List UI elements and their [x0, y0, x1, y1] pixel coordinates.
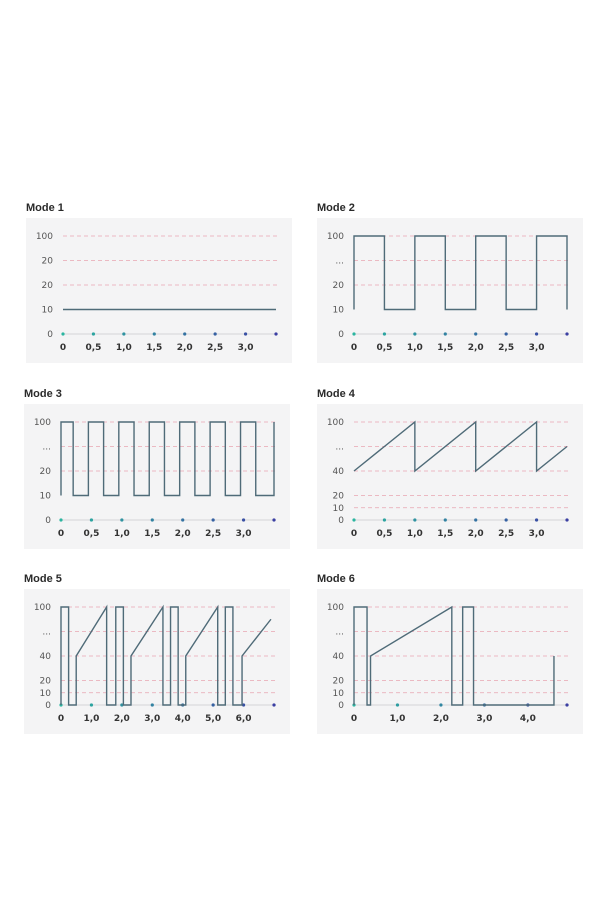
y-tick-label: 0	[45, 701, 51, 711]
series-line	[61, 422, 274, 496]
x-tick-label: 2,5	[498, 529, 515, 539]
x-tick-label: 3,0	[476, 714, 493, 724]
axis-dot	[352, 332, 355, 335]
axis-dot	[505, 332, 508, 335]
x-tick-label: 1,0	[406, 529, 423, 539]
x-tick-label: 0	[57, 529, 65, 539]
y-tick-label: 10	[332, 305, 344, 316]
y-tick-label: 100	[326, 418, 344, 428]
x-tick-label: 2,0	[174, 529, 191, 539]
x-tick-label: 5,0	[205, 714, 222, 724]
y-tick-label: 10	[41, 305, 53, 316]
axis-dot	[565, 332, 568, 335]
x-tick-label: 0,5	[85, 343, 102, 353]
axis-dot	[413, 332, 416, 335]
line-chart	[24, 589, 290, 734]
x-tick-label: 1,5	[437, 529, 454, 539]
axis-dot	[396, 703, 399, 706]
axis-dot	[565, 703, 568, 706]
chart-title: Mode 2	[317, 202, 355, 214]
axis-dot	[444, 518, 447, 521]
y-tick-label: 0	[338, 516, 344, 526]
y-tick-label: ...	[335, 442, 344, 453]
chart-title: Mode 6	[317, 573, 355, 585]
y-tick-label: 10	[332, 503, 344, 514]
axis-dot	[535, 332, 538, 335]
x-tick-label: 1,5	[437, 343, 454, 353]
axis-dot	[244, 332, 247, 335]
axis-dot	[272, 518, 275, 521]
y-tick-label: 20	[332, 281, 344, 291]
y-tick-label: ...	[335, 627, 344, 638]
y-tick-label: 10	[39, 688, 51, 699]
y-tick-label: ...	[335, 256, 344, 267]
axis-dot	[59, 518, 62, 521]
x-tick-label: 3,0	[528, 529, 545, 539]
y-tick-label: 10	[39, 491, 51, 502]
line-chart	[26, 218, 292, 363]
axis-dot	[153, 332, 156, 335]
axis-dot	[505, 518, 508, 521]
y-tick-label: 20	[39, 467, 51, 477]
axis-dot	[90, 518, 93, 521]
chart-title: Mode 4	[317, 388, 355, 400]
axis-dot	[122, 332, 125, 335]
x-tick-label: 3,0	[144, 714, 161, 724]
y-tick-label: 20	[332, 491, 344, 502]
axis-dot	[272, 703, 275, 706]
y-tick-label: 100	[326, 603, 344, 613]
x-tick-label: 1,0	[83, 714, 100, 724]
y-tick-label: 20	[332, 676, 344, 687]
axis-dot	[535, 518, 538, 521]
y-tick-label: 100	[326, 232, 344, 242]
axis-dot	[61, 332, 64, 335]
y-tick-label: 20	[39, 676, 51, 687]
x-tick-label: 0,5	[83, 529, 100, 539]
x-tick-label: 0	[57, 714, 65, 724]
x-tick-label: 0	[59, 343, 67, 353]
x-tick-label: 1,0	[389, 714, 406, 724]
line-chart	[317, 404, 583, 549]
axis-dot	[444, 332, 447, 335]
y-tick-label: 100	[35, 232, 53, 242]
y-tick-label: 20	[41, 256, 53, 267]
chart-title: Mode 1	[26, 202, 64, 214]
axis-dot	[181, 518, 184, 521]
y-tick-label: ...	[42, 627, 51, 638]
axis-dot	[413, 518, 416, 521]
axis-dot	[242, 518, 245, 521]
axis-dot	[274, 332, 277, 335]
x-tick-label: 2,5	[207, 343, 224, 353]
axis-dot	[183, 332, 186, 335]
y-tick-label: 40	[332, 652, 344, 662]
axis-dot	[151, 703, 154, 706]
x-tick-label: 2,0	[113, 714, 130, 724]
x-tick-label: 1,5	[144, 529, 161, 539]
line-chart	[317, 589, 583, 734]
series-line	[354, 236, 567, 310]
x-tick-label: 3,0	[528, 343, 545, 353]
x-tick-label: 1,0	[113, 529, 130, 539]
y-tick-label: 0	[338, 701, 344, 711]
chart-title: Mode 3	[24, 388, 62, 400]
y-tick-label: 0	[45, 516, 51, 526]
axis-dot	[474, 332, 477, 335]
axis-dot	[212, 518, 215, 521]
axis-dot	[383, 332, 386, 335]
x-tick-label: 3,0	[237, 343, 254, 353]
y-tick-label: ...	[42, 442, 51, 453]
y-tick-label: 100	[33, 603, 51, 613]
axis-dot	[214, 332, 217, 335]
x-tick-label: 1,0	[115, 343, 132, 353]
x-tick-label: 4,0	[519, 714, 536, 724]
axis-dot	[474, 518, 477, 521]
axis-dot	[212, 703, 215, 706]
line-chart	[317, 218, 583, 363]
y-tick-label: 0	[338, 330, 344, 340]
axis-dot	[120, 518, 123, 521]
x-tick-label: 1,5	[146, 343, 163, 353]
axis-dot	[151, 518, 154, 521]
axis-dot	[90, 703, 93, 706]
chart-title: Mode 5	[24, 573, 62, 585]
x-tick-label: 0,5	[376, 529, 393, 539]
y-tick-label: 20	[41, 281, 53, 291]
y-tick-label: 100	[33, 418, 51, 428]
x-tick-label: 1,0	[406, 343, 423, 353]
line-chart	[24, 404, 290, 549]
y-tick-label: 40	[332, 467, 344, 477]
axis-dot	[439, 703, 442, 706]
y-tick-label: 0	[47, 330, 53, 340]
x-tick-label: 0	[350, 343, 358, 353]
axis-dot	[352, 518, 355, 521]
x-tick-label: 3,0	[235, 529, 252, 539]
x-tick-label: 0,5	[376, 343, 393, 353]
x-tick-label: 2,0	[176, 343, 193, 353]
x-tick-label: 2,5	[205, 529, 222, 539]
axis-dot	[565, 518, 568, 521]
x-tick-label: 0	[350, 529, 358, 539]
y-tick-label: 40	[39, 652, 51, 662]
x-tick-label: 2,0	[467, 343, 484, 353]
x-tick-label: 2,5	[498, 343, 515, 353]
x-tick-label: 4,0	[174, 714, 191, 724]
axis-dot	[383, 518, 386, 521]
x-tick-label: 0	[350, 714, 358, 724]
x-tick-label: 6,0	[235, 714, 252, 724]
x-tick-label: 2,0	[467, 529, 484, 539]
axis-dot	[92, 332, 95, 335]
y-tick-label: 10	[332, 688, 344, 699]
x-tick-label: 2,0	[432, 714, 449, 724]
